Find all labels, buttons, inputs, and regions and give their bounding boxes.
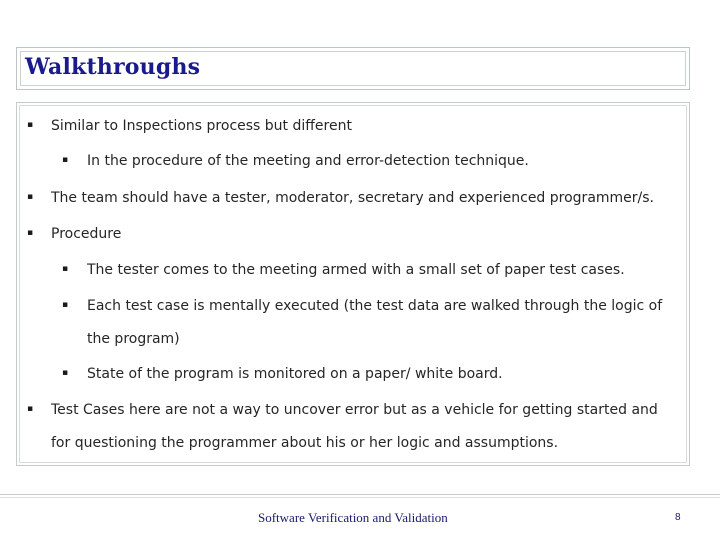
bullet-marker: ▪ bbox=[27, 404, 34, 414]
sub-bullet-text-continued: the program) bbox=[87, 331, 180, 347]
sub-bullet-text: In the procedure of the meeting and error-detection technique. bbox=[87, 153, 529, 169]
bullet-marker: ▪ bbox=[62, 264, 69, 274]
footer-divider bbox=[0, 494, 720, 495]
bullet-marker: ▪ bbox=[27, 120, 34, 130]
bullet-marker: ▪ bbox=[27, 192, 34, 202]
bullet-marker: ▪ bbox=[62, 368, 69, 378]
page-number: 8 bbox=[675, 512, 681, 523]
bullet-marker: ▪ bbox=[27, 228, 34, 238]
bullet-text: Test Cases here are not a way to uncover error but as a vehicle for getting started and bbox=[51, 402, 658, 418]
bullet-text-continued: for questioning the programmer about his or her logic and assumptions. bbox=[51, 435, 559, 451]
footer-title: Software Verification and Validation bbox=[258, 510, 448, 525]
sub-bullet-text: State of the program is monitored on a paper/ white board. bbox=[87, 366, 503, 382]
slide-title: Walkthroughs bbox=[25, 54, 201, 80]
bullet-marker: ▪ bbox=[62, 300, 69, 310]
footer-divider-secondary bbox=[0, 497, 720, 498]
bullet-text: Similar to Inspections process but different bbox=[51, 118, 352, 134]
bullet-text: The team should have a tester, moderator, secretary and experienced programmer/s. bbox=[51, 190, 654, 206]
sub-bullet-text: The tester comes to the meeting armed with a small set of paper test cases. bbox=[87, 262, 625, 278]
bullet-text: Procedure bbox=[51, 226, 122, 242]
title-box bbox=[16, 47, 690, 90]
bullet-marker: ▪ bbox=[62, 155, 69, 165]
sub-bullet-text: Each test case is mentally executed (the test data are walked through the logic of bbox=[87, 298, 663, 314]
